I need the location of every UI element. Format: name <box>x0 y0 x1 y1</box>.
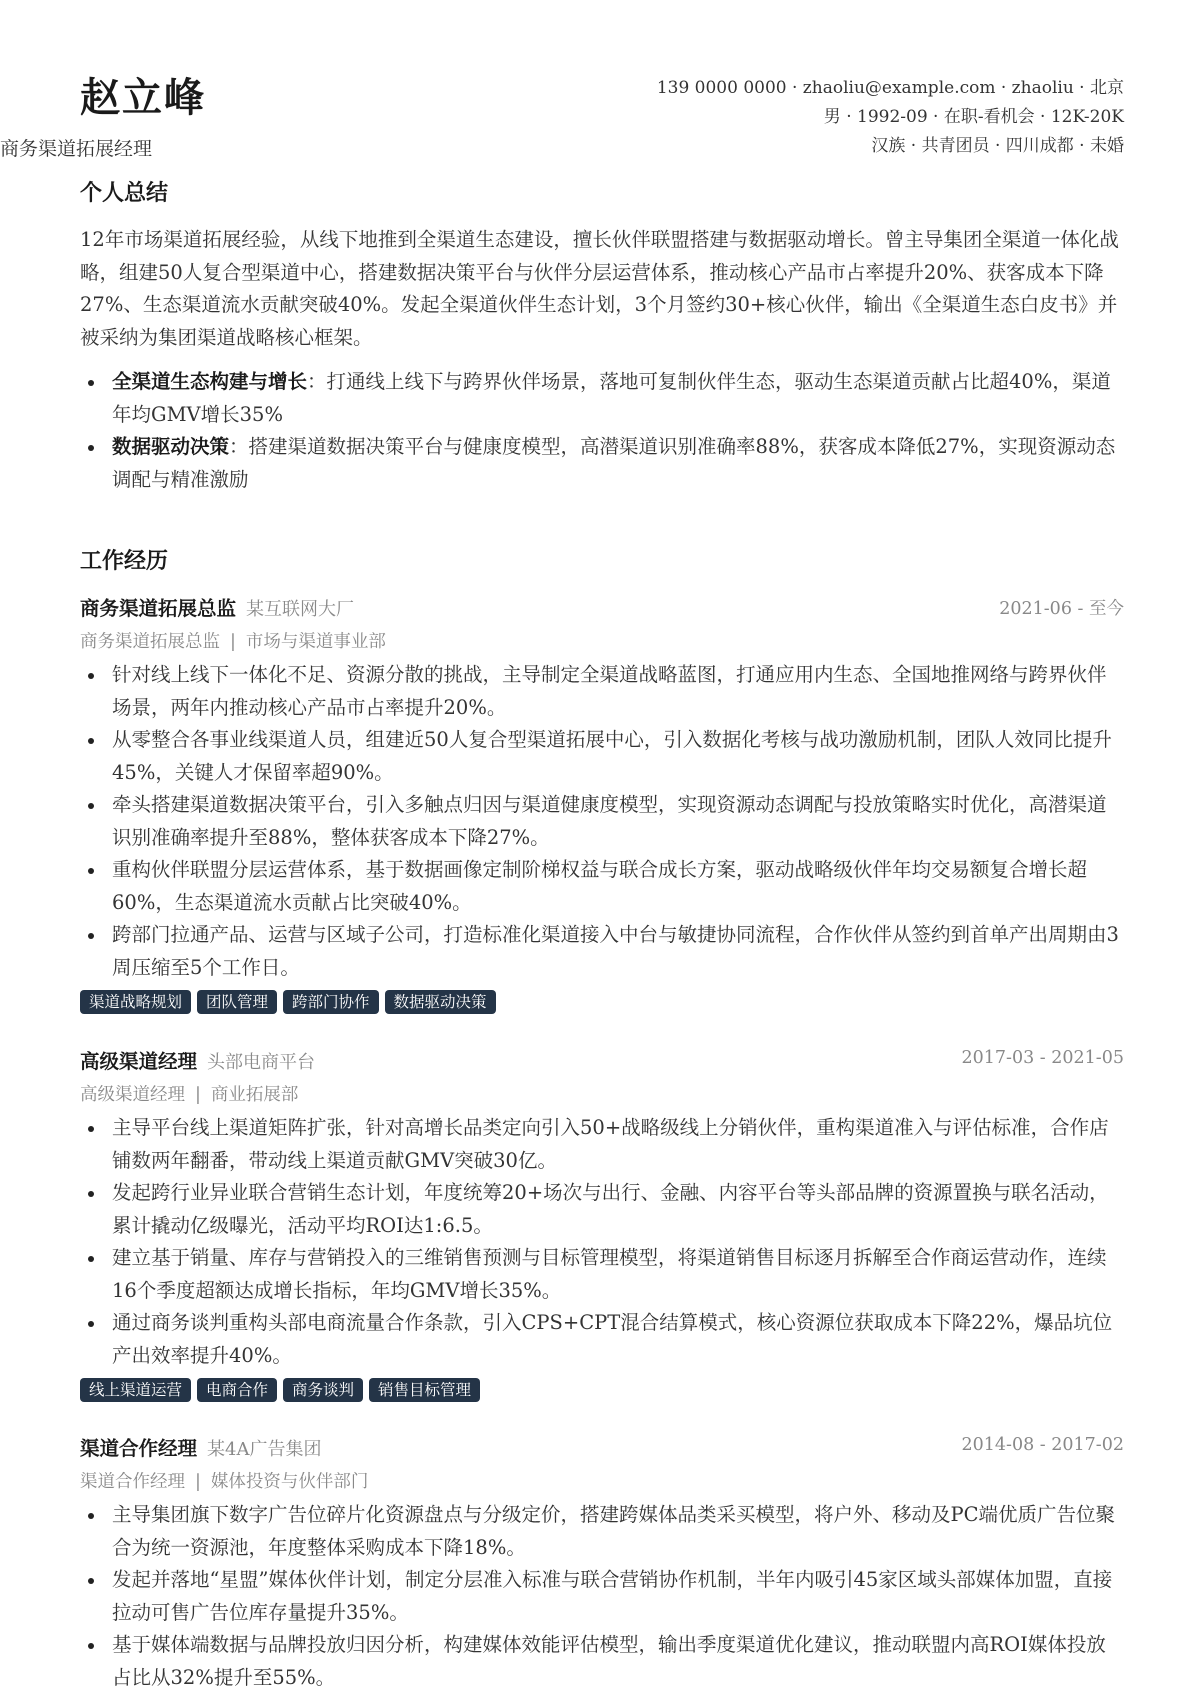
list-item: 针对线上线下一体化不足、资源分散的挑战，主导制定全渠道战略蓝图，打通应用内生态、全国地推网络与跨界伙伴场景，两年内推动核心产品市占率提升20%。 <box>80 659 1124 724</box>
bullet-label: 全渠道生态构建与增长 <box>112 370 308 393</box>
job-date: 2021-06 - 至今 <box>999 599 1124 619</box>
skill-tag: 团队管理 <box>197 990 277 1014</box>
job-sub-role: 高级渠道经理 <box>80 1085 185 1105</box>
job-header <box>80 1046 1124 1078</box>
list-item: 从零整合各事业线渠道人员，组建近50人复合型渠道拓展中心，引入数据化考核与战功激励机制，团队人效同比提升45%，关键人才保留率超90%。 <box>80 724 1124 789</box>
job-subtitle <box>80 625 1124 659</box>
bullet-text: ：打通线上线下与跨界伙伴场景，落地可复制伙伴生态，驱动生态渠道贡献占比超40%，渠道年均GMV增长35% <box>112 370 1111 426</box>
separator: | <box>195 1472 201 1492</box>
job-sub-role: 商务渠道拓展总监 <box>80 632 220 652</box>
list-item: 建立基于销量、库存与营销投入的三维销售预测与目标管理模型，将渠道销售目标逐月拆解至合作商运营动作，连续16个季度超额达成增长指标，年均GMV增长35%。 <box>80 1242 1124 1307</box>
skill-tags <box>80 990 1124 1018</box>
contact-info <box>657 74 1124 161</box>
list-item <box>80 431 1124 496</box>
list-item: 跨部门拉通产品、运营与区域子公司，打造标准化渠道接入中台与敏捷协同流程，合作伙伴从签约到首单产出周期由3周压缩至5个工作日。 <box>80 919 1124 984</box>
skill-tag: 商务谈判 <box>283 1378 363 1402</box>
candidate-name: 赵立峰 <box>80 74 206 121</box>
skill-tag: 渠道战略规划 <box>80 990 191 1014</box>
job-entry <box>80 1433 1124 1694</box>
bullet-text: ：搭建渠道数据决策平台与健康度模型，高潜渠道识别准确率88%，获客成本降低27%，实现资源动态调配与精准激励 <box>112 435 1116 491</box>
job-department: 媒体投资与伙伴部门 <box>210 1472 369 1492</box>
job-bullets <box>80 1112 1124 1372</box>
skill-tags <box>80 1378 1124 1406</box>
skill-tag: 销售目标管理 <box>369 1378 480 1402</box>
job-company: 头部电商平台 <box>207 1052 316 1073</box>
contact-line: 汉族 · 共青团员 · 四川成都 · 未婚 <box>871 136 1124 156</box>
job-company: 某4A广告集团 <box>207 1439 322 1460</box>
job-sub-role: 渠道合作经理 <box>80 1472 185 1492</box>
list-item <box>80 366 1124 431</box>
job-role: 商务渠道拓展总监 <box>80 597 237 620</box>
list-item: 重构伙伴联盟分层运营体系，基于数据画像定制阶梯权益与联合成长方案，驱动战略级伙伴年均交易额复合增长超60%，生态渠道流水贡献占比突破40%。 <box>80 854 1124 919</box>
summary-bullets <box>80 366 1124 496</box>
summary-paragraph: 12年市场渠道拓展经验，从线下地推到全渠道生态建设，擅长伙伴联盟搭建与数据驱动增长。曾主导集团全渠道一体化战略，组建50人复合型渠道中心，搭建数据决策平台与伙伴分层运营体系，推动核心产品市占率提升20%、获客成本下降27%、生态渠道流水贡献突破40%。发起全渠道伙伴生态计划，3个月签约30+核心伙伴，输出《全渠道生态白皮书》并被采纳为集团渠道战略核心框架。 <box>80 228 1119 349</box>
resume-header <box>80 72 1124 192</box>
contact-line: 男 · 1992-09 · 在职-看机会 · 12K-20K <box>823 107 1124 127</box>
section-heading-work: 工作经历 <box>80 548 169 574</box>
job-header <box>80 593 1124 625</box>
list-item: 主导集团旗下数字广告位碎片化资源盘点与分级定价，搭建跨媒体品类采买模型，将户外、移动及PC端优质广告位聚合为统一资源池，年度整体采购成本下降18%。 <box>80 1499 1124 1564</box>
job-bullets <box>80 1499 1124 1694</box>
job-subtitle <box>80 1465 1124 1499</box>
job-company: 某互联网大厂 <box>246 599 355 620</box>
job-entry <box>80 1046 1124 1406</box>
list-item: 发起并落地“星盟”媒体伙伴计划，制定分层准入标准与联合营销协作机制，半年内吸引45家区域头部媒体加盟，直接拉动可售广告位库存量提升35%。 <box>80 1564 1124 1629</box>
job-department: 市场与渠道事业部 <box>245 632 386 652</box>
job-date: 2014-08 - 2017-02 <box>961 1435 1124 1455</box>
job-title: 商务渠道拓展经理 <box>0 138 153 160</box>
job-subtitle <box>80 1078 1124 1112</box>
contact-line: 139 0000 0000 · zhaoliu@example.com · zhaoliu · 北京 <box>656 78 1124 98</box>
section-heading-summary: 个人总结 <box>80 180 169 206</box>
skill-tag: 跨部门协作 <box>283 990 379 1014</box>
separator: | <box>230 632 236 652</box>
list-item: 通过商务谈判重构头部电商流量合作条款，引入CPS+CPT混合结算模式，核心资源位获取成本下降22%，爆品坑位产出效率提升40%。 <box>80 1307 1124 1372</box>
job-role: 渠道合作经理 <box>80 1437 198 1460</box>
job-role: 高级渠道经理 <box>80 1050 198 1073</box>
separator: | <box>195 1085 201 1105</box>
job-header <box>80 1433 1124 1465</box>
job-entry <box>80 593 1124 1018</box>
job-bullets <box>80 659 1124 984</box>
list-item: 发起跨行业异业联合营销生态计划，年度统筹20+场次与出行、金融、内容平台等头部品牌的资源置换与联名活动，累计撬动亿级曝光，活动平均ROI达1:6.5。 <box>80 1177 1124 1242</box>
skill-tag: 数据驱动决策 <box>385 990 496 1014</box>
job-department: 商业拓展部 <box>210 1085 299 1105</box>
skill-tag: 电商合作 <box>197 1378 277 1402</box>
list-item: 基于媒体端数据与品牌投放归因分析，构建媒体效能评估模型，输出季度渠道优化建议，推动联盟内高ROI媒体投放占比从32%提升至55%。 <box>80 1629 1124 1694</box>
job-date: 2017-03 - 2021-05 <box>961 1048 1124 1068</box>
list-item: 牵头搭建渠道数据决策平台，引入多触点归因与渠道健康度模型，实现资源动态调配与投放策略实时优化，高潜渠道识别准确率提升至88%，整体获客成本下降27%。 <box>80 789 1124 854</box>
bullet-label: 数据驱动决策 <box>112 435 230 458</box>
list-item: 主导平台线上渠道矩阵扩张，针对高增长品类定向引入50+战略级线上分销伙伴，重构渠道准入与评估标准，合作店铺数两年翻番，带动线上渠道贡献GMV突破30亿。 <box>80 1112 1124 1177</box>
skill-tag: 线上渠道运营 <box>80 1378 191 1402</box>
